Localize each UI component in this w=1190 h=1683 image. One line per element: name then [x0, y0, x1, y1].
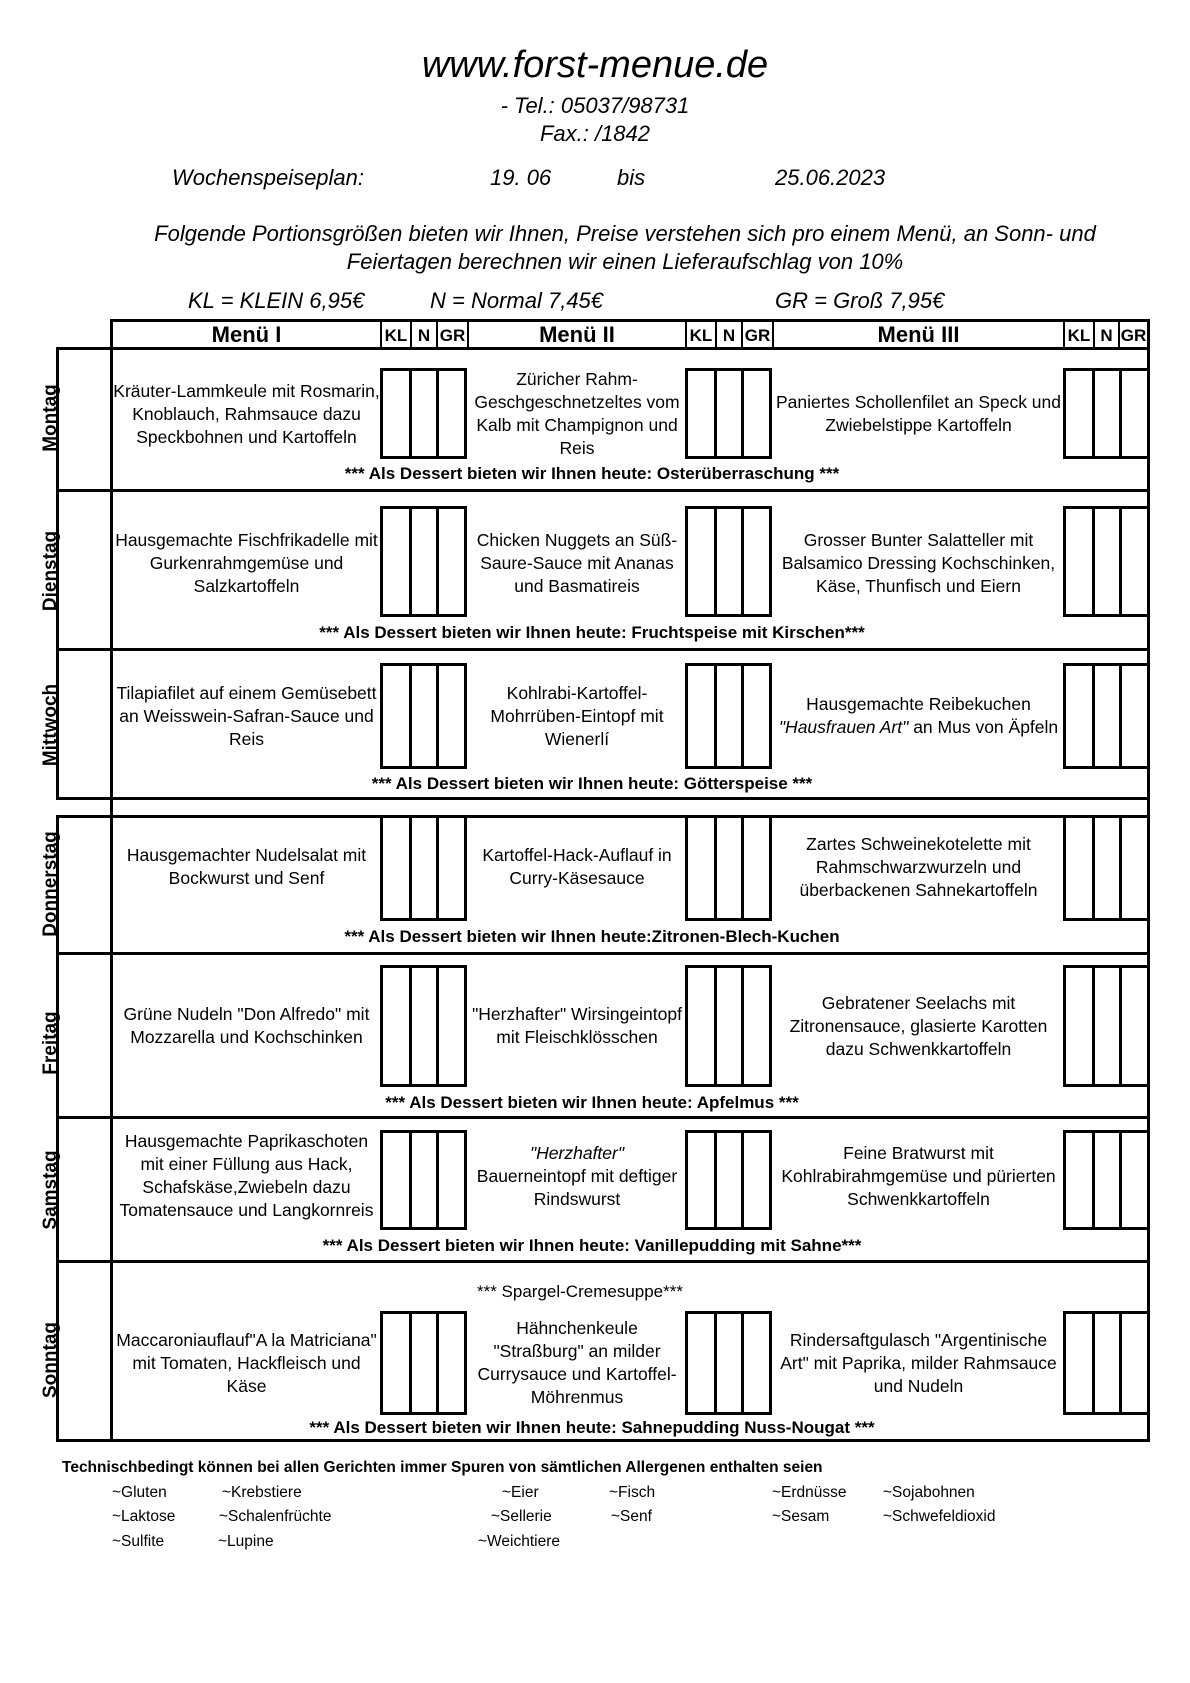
order-boxes[interactable]	[380, 368, 467, 459]
allergen-item: ~Schalenfrüchte	[219, 1508, 332, 1525]
allergen-item: ~Laktose	[112, 1508, 176, 1525]
order-boxes[interactable]	[685, 1130, 772, 1230]
menu3-dish: Grosser Bunter Salatteller mit Balsamico Dressing Kochschinken, Käse, Thunfisch und Eiern	[781, 529, 1056, 596]
menu3-dish-italic: "Hausfrauen Art"	[778, 717, 909, 737]
allergen-item: ~Gluten	[112, 1484, 167, 1501]
menu1-dish: Grüne Nudeln "Don Alfredo" mit Mozzarella und Kochschinken	[123, 1004, 370, 1047]
day-name: Freitag	[40, 1011, 61, 1075]
allergen-item: ~Eier	[502, 1484, 539, 1501]
dessert-text: *** Als Dessert bieten wir Ihnen heute: Fruchtspeise mit Kirschen***	[319, 623, 865, 642]
dessert-text: *** Als Dessert bieten wir Ihnen heute: Sahnepudding Nuss-Nougat ***	[309, 1418, 875, 1437]
intro-text: Folgende Portionsgrößen bieten wir Ihnen, Preise verstehen sich pro einem Menü, an Sonn- und Feiertagen berechnen wir einen Lieferaufschlag von 10%	[154, 221, 1096, 274]
order-boxes[interactable]	[380, 965, 467, 1087]
day-name: Samstag	[40, 1150, 61, 1230]
menu2-dish: Kohlrabi-Kartoffel-Mohrrüben-Eintopf mit Wienerlí	[490, 682, 664, 749]
n-header: N	[722, 326, 736, 345]
order-boxes[interactable]	[685, 965, 772, 1087]
menu1-dish: Hausgemachte Paprikaschoten mit einer Füllung aus Hack, Schafskäse,Zwiebeln dazu Tomatensauce und Langkornreis	[119, 1131, 374, 1220]
allergen-item: ~Sulfite	[112, 1533, 165, 1550]
allergen-item: ~Erdnüsse	[772, 1484, 847, 1501]
dessert-text: *** Als Dessert bieten wir Ihnen heute: Osterüberraschung ***	[344, 464, 840, 483]
kl-header: KL	[1067, 326, 1091, 345]
menu2-dish: "Herzhafter" Wirsingeintopf mit Fleischklösschen	[472, 1004, 682, 1047]
order-boxes[interactable]	[1063, 965, 1150, 1087]
gr-header: GR	[744, 326, 771, 345]
menu1-dish: Hausgemachter Nudelsalat mit Bockwurst und Senf	[126, 845, 367, 888]
menu3-header: Menü III	[877, 322, 960, 347]
menu2-dish-post: Bauerneintopf mit deftiger Rindswurst	[476, 1165, 678, 1209]
menu3-dish-pre: Hausgemachte Reibekuchen	[806, 694, 1031, 714]
order-boxes[interactable]	[1063, 1130, 1150, 1230]
order-boxes[interactable]	[685, 368, 772, 459]
plan-label: Wochenspeiseplan:	[172, 165, 365, 190]
allergen-item: ~Sojabohnen	[883, 1484, 975, 1501]
order-boxes[interactable]	[1063, 815, 1150, 921]
menu1-header: Menü I	[211, 322, 282, 347]
menu3-dish: Zartes Schweinekotelette mit Rahmschwarzwurzeln und überbackenen Sahnekartoffeln	[799, 833, 1038, 900]
gr-header: GR	[1120, 326, 1147, 345]
soup-text: *** Spargel-Cremesuppe***	[476, 1282, 683, 1301]
fax-number: Fax.: /1842	[539, 121, 651, 146]
menu3-dish-post: an Mus von Äpfeln	[908, 717, 1059, 737]
kl-header: KL	[689, 326, 713, 345]
order-boxes[interactable]	[1063, 663, 1150, 769]
allergen-item: ~Weichtiere	[478, 1533, 560, 1550]
allergen-item: ~Krebstiere	[222, 1484, 302, 1501]
allergen-item: ~Sesam	[772, 1508, 830, 1525]
n-header: N	[417, 326, 431, 345]
menu3-dish: Paniertes Schollenfilet an Speck und Zwiebelstippe Kartoffeln	[775, 392, 1062, 435]
day-name: Sonntag	[40, 1322, 61, 1398]
order-boxes[interactable]	[1063, 1311, 1150, 1415]
allergen-notice: Technischbedingt können bei allen Gerichten immer Spuren von sämtlichen Allergenen enthalten seien	[62, 1459, 823, 1476]
menu1-dish: Tilapiafilet auf einem Gemüsebett an Weisswein-Safran-Sauce und Reis	[116, 682, 377, 749]
allergen-item: ~Sellerie	[491, 1508, 552, 1525]
menu2-dish: Züricher Rahm-Geschgeschnetzeltes vom Kalb mit Champignon und Reis	[474, 369, 680, 458]
menu2-dish-italic: "Herzhafter"	[529, 1142, 625, 1163]
day-name: Dienstag	[40, 530, 61, 612]
order-boxes[interactable]	[685, 815, 772, 921]
size-kl: KL = KLEIN 6,95€	[188, 288, 365, 313]
menu1-dish: Maccaroniauflauf"A la Matriciana" mit Tomaten, Hackfleisch und Käse	[116, 1329, 377, 1396]
menu1-dish: Hausgemachte Fischfrikadelle mit Gurkenrahmgemüse und Salzkartoffeln	[115, 529, 378, 596]
menu3-dish: Gebratener Seelachs mit Zitronensauce, glasierte Karotten dazu Schwenkkartoffeln	[789, 992, 1048, 1059]
menu2-dish: Kartoffel-Hack-Auflauf in Curry-Käsesauce	[482, 845, 672, 888]
phone-number: - Tel.: 05037/98731	[500, 93, 690, 118]
day-name: Donnerstag	[40, 831, 61, 937]
plan-to-date: 25.06.2023	[775, 165, 886, 190]
plan-from-date: 19. 06	[490, 165, 552, 190]
menu2-dish: Hähnchenkeule "Straßburg" an milder Currysauce und Kartoffel-Möhrenmus	[477, 1318, 677, 1407]
order-boxes[interactable]	[380, 1311, 467, 1415]
allergen-item: ~Lupine	[218, 1533, 274, 1550]
kl-header: KL	[384, 326, 408, 345]
website-url[interactable]: www.forst-menue.de	[421, 44, 769, 86]
order-boxes[interactable]	[380, 815, 467, 921]
menu3-dish: Feine Bratwurst mit Kohlrabirahmgemüse und pürierten Schwenkkartoffeln	[781, 1142, 1056, 1209]
day-name: Montag	[40, 384, 61, 452]
order-boxes[interactable]	[685, 506, 772, 617]
menu2-dish: Chicken Nuggets an Süß-Saure-Sauce mit Ananas und Basmatireis	[476, 529, 678, 596]
plan-bis: bis	[617, 165, 646, 190]
allergen-item: ~Schwefeldioxid	[883, 1508, 996, 1525]
dessert-text: *** Als Dessert bieten wir Ihnen heute:Zitronen-Blech-Kuchen	[344, 927, 840, 946]
dessert-text: *** Als Dessert bieten wir Ihnen heute: Götterspeise ***	[371, 774, 813, 793]
order-boxes[interactable]	[1063, 368, 1150, 459]
menu1-dish: Kräuter-Lammkeule mit Rosmarin, Knoblauch, Rahmsauce dazu Speckbohnen und Kartoffeln	[113, 380, 380, 447]
dessert-text: *** Als Dessert bieten wir Ihnen heute: Vanillepudding mit Sahne***	[322, 1236, 862, 1255]
day-name: Mittwoch	[40, 683, 61, 767]
n-header: N	[1100, 326, 1113, 345]
menu2-dish	[469, 1130, 685, 1222]
order-boxes[interactable]	[685, 1311, 772, 1415]
order-boxes[interactable]	[380, 1130, 467, 1230]
menu2-header: Menü II	[539, 322, 615, 347]
allergen-item: ~Fisch	[609, 1484, 656, 1501]
menu3-dish: Rindersaftgulasch "Argentinische Art" mit Paprika, milder Rahmsauce und Nudeln	[780, 1329, 1057, 1396]
order-boxes[interactable]	[380, 506, 467, 617]
size-n: N = Normal 7,45€	[430, 288, 604, 313]
size-gr: GR = Groß 7,95€	[775, 288, 945, 313]
menu3-dish	[774, 670, 1063, 762]
gr-header: GR	[439, 326, 466, 345]
dessert-text: *** Als Dessert bieten wir Ihnen heute: Apfelmus ***	[385, 1093, 799, 1112]
order-boxes[interactable]	[380, 663, 467, 769]
allergen-item: ~Senf	[611, 1508, 652, 1525]
order-boxes[interactable]	[685, 663, 772, 769]
order-boxes[interactable]	[1063, 506, 1150, 617]
